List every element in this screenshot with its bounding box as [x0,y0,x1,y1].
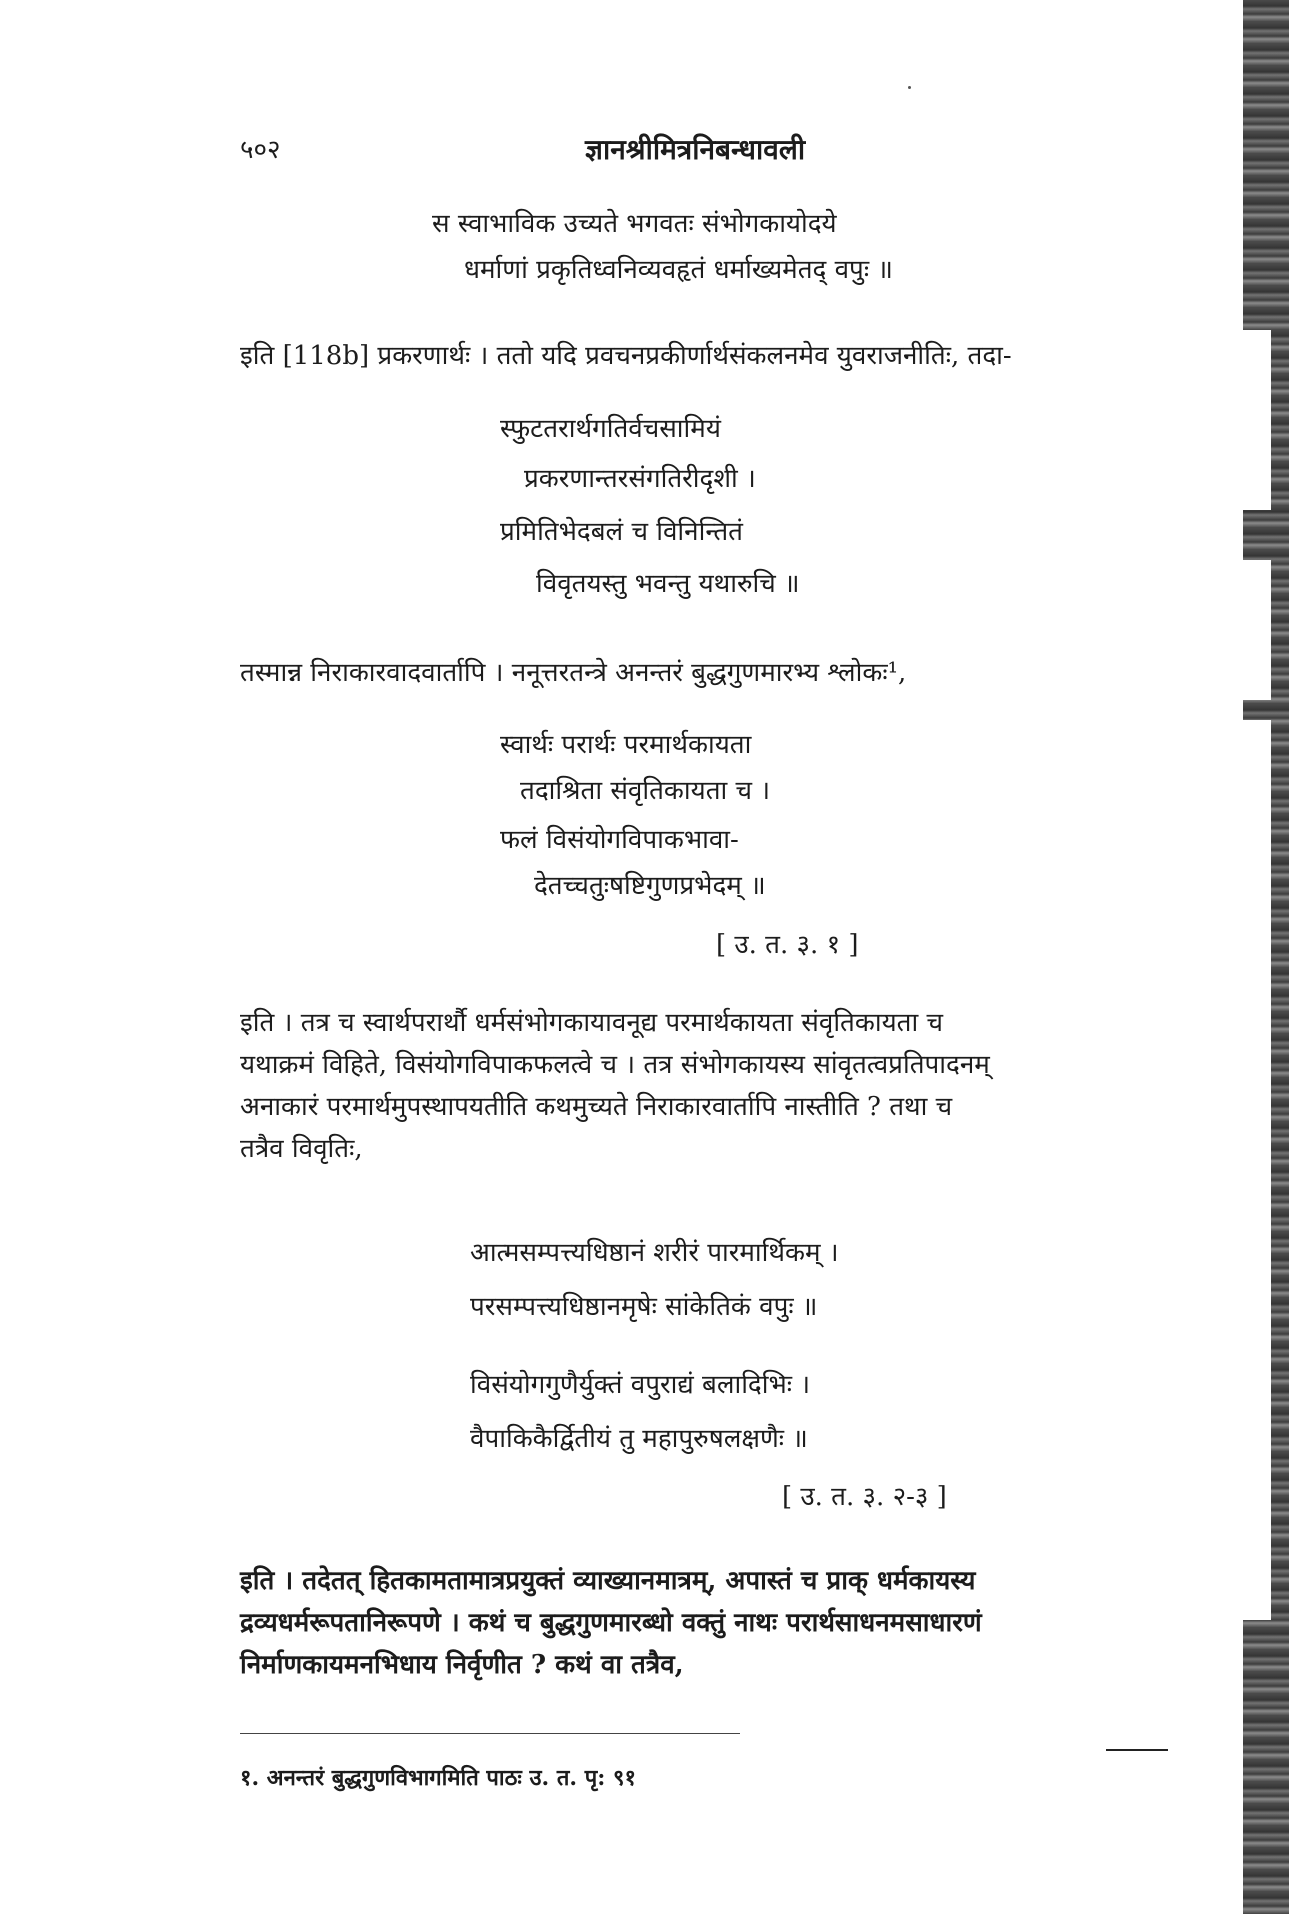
prose3-line2: यथाक्रमं विहिते, विसंयोगविपाकफलत्वे च । तत्र संभोगकायस्य सांवृतत्वप्रतिपादनम् [240,1050,990,1080]
verse1-line2: धर्माणां प्रकृतिध्वनिव्यवहृतं धर्माख्यमेतद् वपुः ॥ [464,255,893,285]
page-number: ५०२ [240,135,281,165]
verse2-line2: प्रकरणान्तरसंगतिरीदृशी । [524,464,756,494]
prose3-paragraph [240,1002,1180,1170]
verse3-line2: तदाश्रिता संवृतिकायता च । [520,776,771,806]
prose4-line3: निर्माणकायमनभिधाय निर्वृणीत ? कथं वा तत्रैव, [240,1650,684,1680]
scan-edge-gap [1243,330,1271,510]
prose3-line4: तत्रैव विवृतिः, [240,1134,363,1164]
page-header [240,130,1190,170]
verse2-line3: प्रमितिभेदबलं च विनिन्तितं [500,517,743,547]
verse3-line1: स्वार्थः परार्थः परमार्थकायता [500,730,752,760]
running-title: ज्ञानश्रीमित्रनिबन्धावली [585,133,806,166]
footnote-divider [240,1733,740,1734]
prose4-line2: द्रव्यधर्मरूपतानिरूपणे । कथं च बुद्धगुणमारब्धो वक्तुं नाथः परार्थसाधनमसाधारणं [240,1608,982,1638]
verse3-reference: [ उ. त. ३. १ ] [716,930,859,960]
scan-edge-gap [1243,560,1271,700]
prose3-line3: अनाकारं परमार्थमुपस्थापयतीति कथमुच्यते निराकारवार्तापि नास्तीति ? तथा च [240,1092,953,1122]
verse5-line2: वैपाकिकैर्द्वितीयं तु महापुरुषलक्षणैः ॥ [470,1424,808,1454]
prose3-line1: इति । तत्र च स्वार्थपरार्थौ धर्मसंभोगकायावनूद्य परमार्थकायता संवृतिकायता च [240,1008,943,1038]
scan-speck [908,86,911,89]
verse5-reference: [ उ. त. ३. २-३ ] [782,1482,947,1512]
verse4-line1: आत्मसम्पत्त्यधिष्ठानं शरीरं पारमार्थिकम् । [470,1238,839,1268]
verse1-line1: स स्वाभाविक उच्यते भगवतः संभोगकायोदये [432,209,837,239]
verse2-line4: विवृतयस्तु भवन्तु यथारुचि ॥ [536,569,800,599]
prose4-paragraph [240,1560,1180,1686]
verse5-line1: विसंयोगगुणैर्युक्तं वपुराद्यं बलादिभिः । [470,1370,811,1400]
scan-mark [1106,1749,1168,1751]
prose1-line: इति [118b] प्रकरणार्थः । ततो यदि प्रवचनप्रकीर्णार्थसंकलनमेव युवराजनीतिः, तदा- [240,341,1012,371]
verse2-line1: स्फुटतरार्थगतिर्वचसामियं [500,414,721,444]
verse4-line2: परसम्पत्त्यधिष्ठानमृषेः सांकेतिकं वपुः ॥ [470,1292,818,1322]
scan-edge-gap [1243,720,1271,1620]
verse3-line4: देतच्चतुःषष्टिगुणप्रभेदम् ॥ [534,871,766,901]
prose4-line1: इति । तदेतत् हितकामतामात्रप्रयुक्तं व्याख्यानमात्रम्, अपास्तं च प्राक् धर्मकायस्य [240,1566,976,1596]
verse3-line3: फलं विसंयोगविपाकभावा- [500,825,739,855]
prose2-line: तस्मान्न निराकारवादवार्तापि । ननूत्तरतन्त्रे अनन्तरं बुद्धगुणमारभ्य श्लोकः¹, [240,658,907,688]
footnote: १. अनन्तरं बुद्धगुणविभागमिति पाठः उ. त. पृ: ९१ [240,1765,636,1791]
